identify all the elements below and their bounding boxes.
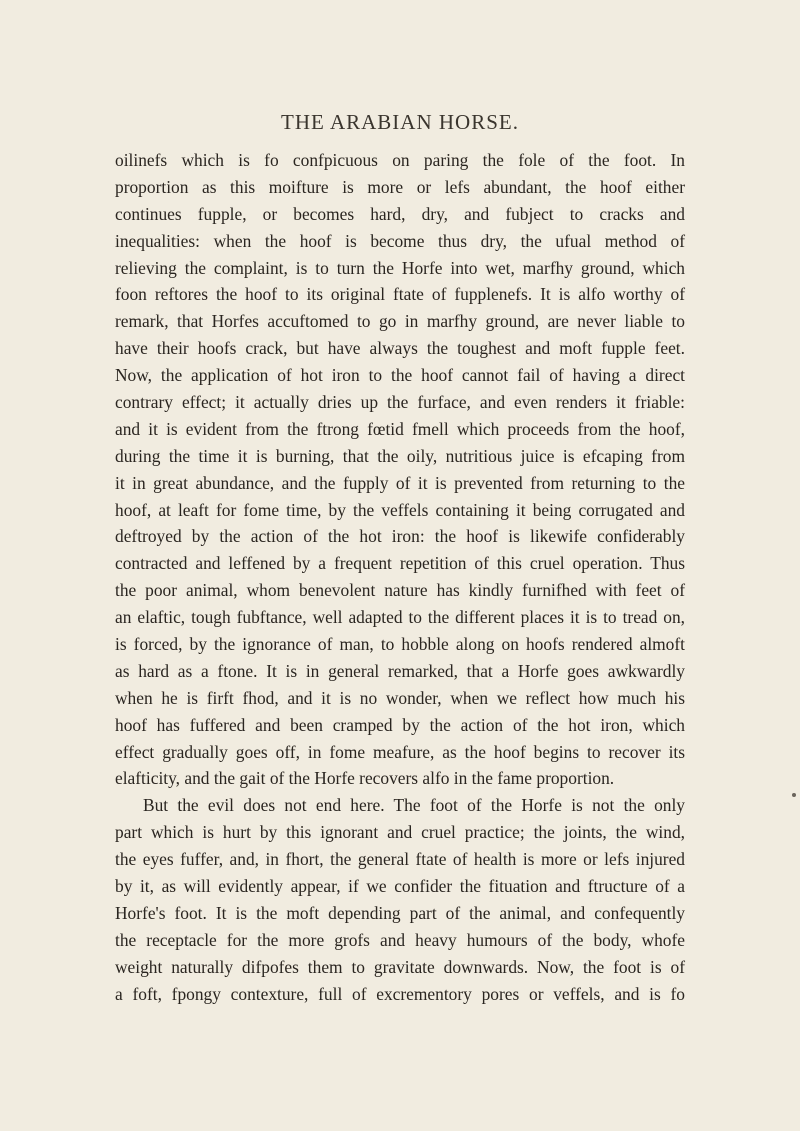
text-line: foon reftores the hoof to its original ftate of fupplenefs. It is alfo worthy of: [115, 284, 685, 305]
text-line: proportion as this moifture is more or lefs abundant, the hoof either: [115, 176, 685, 197]
text-line: effect gradually goes off, in fome meafure, as the hoof begins to recover its: [115, 741, 685, 762]
text-line: hoof, at leaft for fome time, by the veffels containing it being corrugated and: [115, 499, 685, 520]
text-line: the receptacle for the more grofs and heavy humours of the body, whofe: [115, 929, 685, 950]
text-line: part which is hurt by this ignorant and cruel practice; the joints, the wind,: [115, 822, 685, 843]
text-line: contrary effect; it actually dries up the furface, and even renders it friable:: [115, 392, 685, 413]
text-line: hoof has fuffered and been cramped by the action of the hot iron, which: [115, 714, 685, 735]
running-head: THE ARABIAN HORSE.: [281, 110, 519, 134]
margin-mark: [792, 793, 796, 797]
text-line: and it is evident from the ftrong fœtid fmell which proceeds from the hoof,: [115, 418, 685, 439]
text-line: relieving the complaint, is to turn the Horfe into wet, marfhy ground, which: [115, 257, 685, 278]
text-line: Horfe's foot. It is the moft depending part of the animal, and confequently: [115, 902, 685, 923]
text-line: remark, that Horfes accuftomed to go in marfhy ground, are never liable to: [115, 311, 685, 332]
text-line: elafticity, and the gait of the Horfe recovers alfo in the fame proportion.: [115, 768, 615, 789]
text-line: Now, the application of hot iron to the hoof cannot fail of having a direct: [115, 365, 685, 386]
text-line: it in great abundance, and the fupply of it is prevented from returning to the: [115, 472, 685, 493]
text-line: is forced, by the ignorance of man, to hobble along on hoofs rendered almoft: [115, 634, 685, 655]
text-line: oilinefs which is fo confpicuous on paring the fole of the foot. In: [115, 150, 685, 170]
text-line: But the evil does not end here. The foot of the Horfe is not the only: [143, 795, 685, 816]
text-line: during the time it is burning, that the oily, nutritious juice is efcaping from: [115, 445, 685, 466]
text-line: weight naturally difpofes them to gravitate downwards. Now, the foot is of: [115, 956, 685, 977]
text-line: a foft, fpongy contexture, full of excrementory pores or veffels, and is fo: [115, 983, 685, 1004]
text-line: inequalities: when the hoof is become thus dry, the ufual method of: [115, 230, 685, 251]
body-text: [115, 147, 685, 1008]
text-line: deftroyed by the action of the hot iron: the hoof is likewife confiderably: [115, 526, 685, 547]
text-line: contracted and leffened by a frequent repetition of this cruel operation. Thus: [115, 553, 685, 574]
text-line: as hard as a ftone. It is in general remarked, that a Horfe goes awkwardly: [115, 660, 685, 681]
text-line: the poor animal, whom benevolent nature has kindly furnifhed with feet of: [115, 580, 685, 601]
text-line: when he is firft fhod, and it is no wonder, when we reflect how much his: [115, 687, 685, 708]
text-line: continues fupple, or becomes hard, dry, and fubject to cracks and: [115, 203, 685, 224]
text-line: have their hoofs crack, but have always the toughest and moft fupple feet.: [115, 338, 685, 359]
text-line: an elaftic, tough fubftance, well adapted to the different places it is to tread on,: [115, 607, 685, 628]
text-line: the eyes fuffer, and, in fhort, the general ftate of health is more or lefs injured: [115, 849, 685, 870]
text-line: by it, as will evidently appear, if we confider the fituation and ftructure of a: [115, 876, 685, 897]
